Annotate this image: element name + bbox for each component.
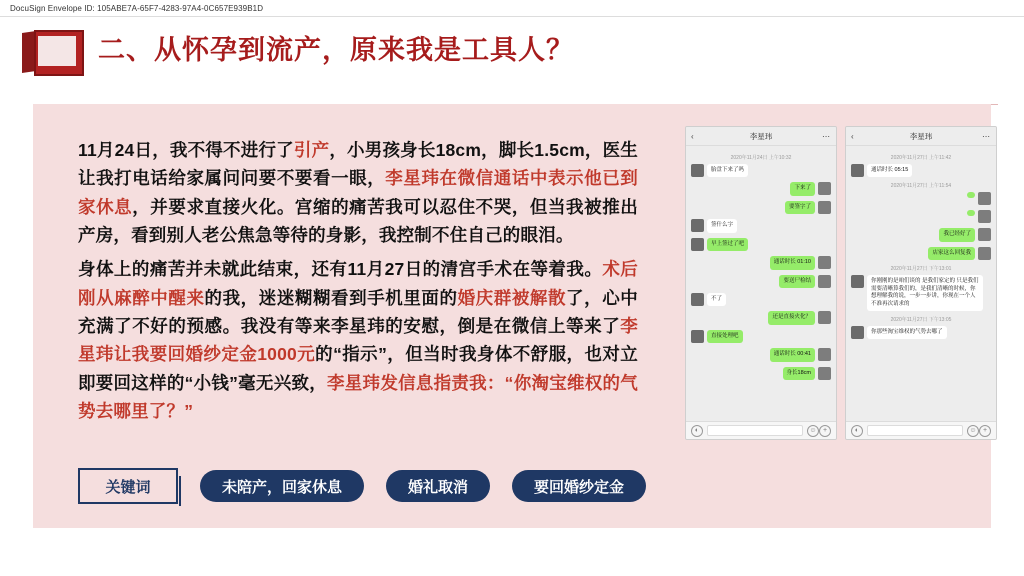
chat-message-row — [691, 330, 831, 343]
keyword-tag-2[interactable]: 婚礼取消 — [386, 470, 490, 502]
chat-screenshots — [685, 126, 991, 446]
p2-highlight4: 李星玮发信息指责我：“你淘宝维权的气势去哪里了？” — [78, 372, 639, 422]
avatar — [978, 192, 991, 205]
chat-message-row — [691, 201, 831, 214]
narrative-text — [78, 136, 638, 431]
p2-seg2: 的我，迷迷糊糊看到手机里面的 — [204, 287, 458, 308]
p1-seg3: ，并要求直接火化。宫缩的痛苦我可以忍住不哭，但当我被推出产房，看到别人老公焦急等待的身影，我控制不住自己的眼泪。 — [78, 196, 638, 246]
message-bubble: 不了 — [707, 293, 726, 306]
chat-input-bar-left[interactable] — [686, 421, 836, 439]
avatar — [978, 247, 991, 260]
chat-contact-name: 李星玮 — [909, 131, 933, 141]
p2-seg1: 身体上的痛苦并未就此结束，还有11月27日的清宫手术在等着我。 — [78, 259, 603, 280]
slide-header — [0, 26, 1024, 72]
chat-screenshot-left — [685, 126, 837, 440]
avatar — [851, 275, 864, 288]
chat-timestamp: 2020年11月24日 上午10:32 — [730, 155, 792, 161]
keyword-label: 关键词 — [78, 468, 178, 504]
chat-body-left — [686, 146, 836, 420]
avatar — [978, 210, 991, 223]
message-bubble: 身长18cm — [783, 367, 815, 380]
keyword-tag-1[interactable]: 未陪产，回家休息 — [200, 470, 364, 502]
chat-screenshot-right — [845, 126, 997, 440]
chat-message-row — [691, 238, 831, 251]
avatar — [691, 293, 704, 306]
emoji-icon[interactable]: ☺ — [967, 425, 979, 437]
message-bubble: 下来了 — [790, 182, 815, 195]
avatar — [691, 238, 704, 251]
chat-timestamp: 2020年11月27日 下午13:05 — [890, 316, 952, 323]
chat-message-row — [851, 210, 991, 223]
message-bubble: 通话时长 01:10 — [770, 256, 815, 269]
message-bubble: 签什么字 — [707, 219, 737, 232]
chat-timestamp: 2020年11月27日 上午11:54 — [890, 183, 952, 190]
paragraph-2 — [78, 255, 638, 425]
chat-message-row — [691, 164, 831, 177]
envelope-id-text: DocuSign Envelope ID: 105ABE7A-65F7-4283-97A4-0C657E939B1D — [10, 3, 264, 13]
emoji-icon[interactable]: ☺ — [807, 425, 819, 437]
chat-message-row — [691, 311, 831, 324]
message-bubble: 通话时长 00:41 — [770, 348, 815, 361]
chat-message-row — [851, 247, 991, 260]
page-title: 二、从怀孕到流产，原来我是工具人？ — [98, 35, 574, 65]
chat-timestamp: 2020年11月27日 上午11:42 — [890, 155, 952, 161]
message-bubble: 你那些淘宝维权的气势去哪了 — [867, 326, 947, 339]
p1-highlight2: 李星玮在微信通话中表示他已到家休息 — [78, 168, 638, 217]
chat-message-row — [691, 256, 831, 269]
keyword-tag-row — [78, 466, 958, 506]
message-bubble: 你刚刚的是咱们谈的 是我们家定的 只是我们需要清晰算我们的，是我们清晰的时候，你想理解我的说，一步一步讲，你现在一个人不准再次请求的 — [867, 275, 983, 311]
avatar — [691, 164, 704, 177]
chat-message-row — [691, 275, 831, 288]
book-icon — [22, 30, 84, 72]
p1-seg2: ，小男孩身长18cm，脚长1.5cm，医生让我打电话给家属问问要不要看一眼， — [78, 140, 639, 189]
chat-message-row — [691, 219, 831, 232]
message-bubble: 要签字了 — [785, 201, 815, 214]
message-bubble: 通话时长 05:15 — [867, 164, 912, 177]
chat-message-row — [851, 192, 991, 205]
avatar — [818, 348, 831, 361]
paragraph-1 — [78, 136, 638, 249]
more-dots-icon[interactable]: ⋯ — [822, 131, 831, 141]
message-bubble: 直接处理吧 — [707, 330, 743, 343]
avatar — [818, 182, 831, 195]
chat-message-row — [691, 182, 831, 195]
docusign-envelope-bar — [0, 0, 1024, 17]
voice-icon[interactable]: ◐ — [691, 425, 703, 437]
message-bubble: 要送尸检结 — [779, 275, 815, 288]
p2-highlight2: 婚庆群被解散 — [457, 287, 567, 308]
p2-highlight3: 李星玮让我要回婚纱定金1000元 — [78, 316, 638, 365]
chat-header-right — [846, 127, 996, 146]
avatar — [818, 275, 831, 288]
content-panel — [33, 104, 991, 528]
chevron-left-icon[interactable]: ‹ — [851, 131, 854, 141]
plus-icon[interactable]: + — [979, 425, 991, 437]
chevron-left-icon[interactable]: ‹ — [691, 131, 694, 141]
chat-body-right — [846, 146, 996, 420]
p1-seg1: 11月24日，我不得不进行了 — [78, 140, 294, 160]
chat-text-input[interactable] — [867, 425, 963, 436]
more-dots-icon[interactable]: ⋯ — [982, 131, 991, 141]
chat-message-row — [691, 367, 831, 380]
message-bubble: 早上签过了吧 — [707, 238, 748, 251]
message-bubble — [967, 192, 975, 198]
avatar — [818, 367, 831, 380]
p2-seg4: 的“指示”，但当时我身体不舒服，也对立即要回这样的“小钱”毫无兴致， — [78, 344, 638, 393]
chat-message-row — [851, 275, 991, 311]
message-bubble — [967, 210, 975, 216]
plus-icon[interactable]: + — [819, 425, 831, 437]
p2-highlight1: 术后刚从麻醉中醒来 — [78, 259, 638, 308]
avatar — [691, 219, 704, 232]
chat-message-row — [851, 228, 991, 241]
chat-message-row — [691, 293, 831, 306]
chat-text-input[interactable] — [707, 425, 803, 436]
p1-highlight1: 引产 — [293, 140, 330, 160]
chat-message-row — [691, 348, 831, 361]
chat-timestamp: 2020年11月27日 下午13:01 — [890, 266, 952, 273]
p2-seg3: 了，心中充满了不好的预感。我没有等来李星玮的安慰，倒是在微信上等来了 — [78, 287, 638, 337]
message-bubble: 我已经好了 — [939, 228, 975, 241]
avatar — [851, 164, 864, 177]
avatar — [818, 201, 831, 214]
chat-message-row — [851, 164, 991, 177]
chat-input-bar-right[interactable] — [846, 421, 996, 439]
chat-contact-name: 李星玮 — [749, 131, 773, 141]
chat-header-left — [686, 127, 836, 146]
message-bubble: 胎盘下来了吗 — [707, 164, 748, 177]
avatar — [691, 330, 704, 343]
voice-icon[interactable]: ◐ — [851, 425, 863, 437]
avatar — [818, 311, 831, 324]
chat-message-row — [851, 326, 991, 339]
message-bubble: 还是直接火化？ — [768, 311, 815, 324]
message-bubble: 店家这么回复我 — [928, 247, 975, 260]
avatar — [978, 228, 991, 241]
avatar — [818, 256, 831, 269]
keyword-tag-3[interactable]: 要回婚纱定金 — [512, 470, 646, 502]
avatar — [851, 326, 864, 339]
